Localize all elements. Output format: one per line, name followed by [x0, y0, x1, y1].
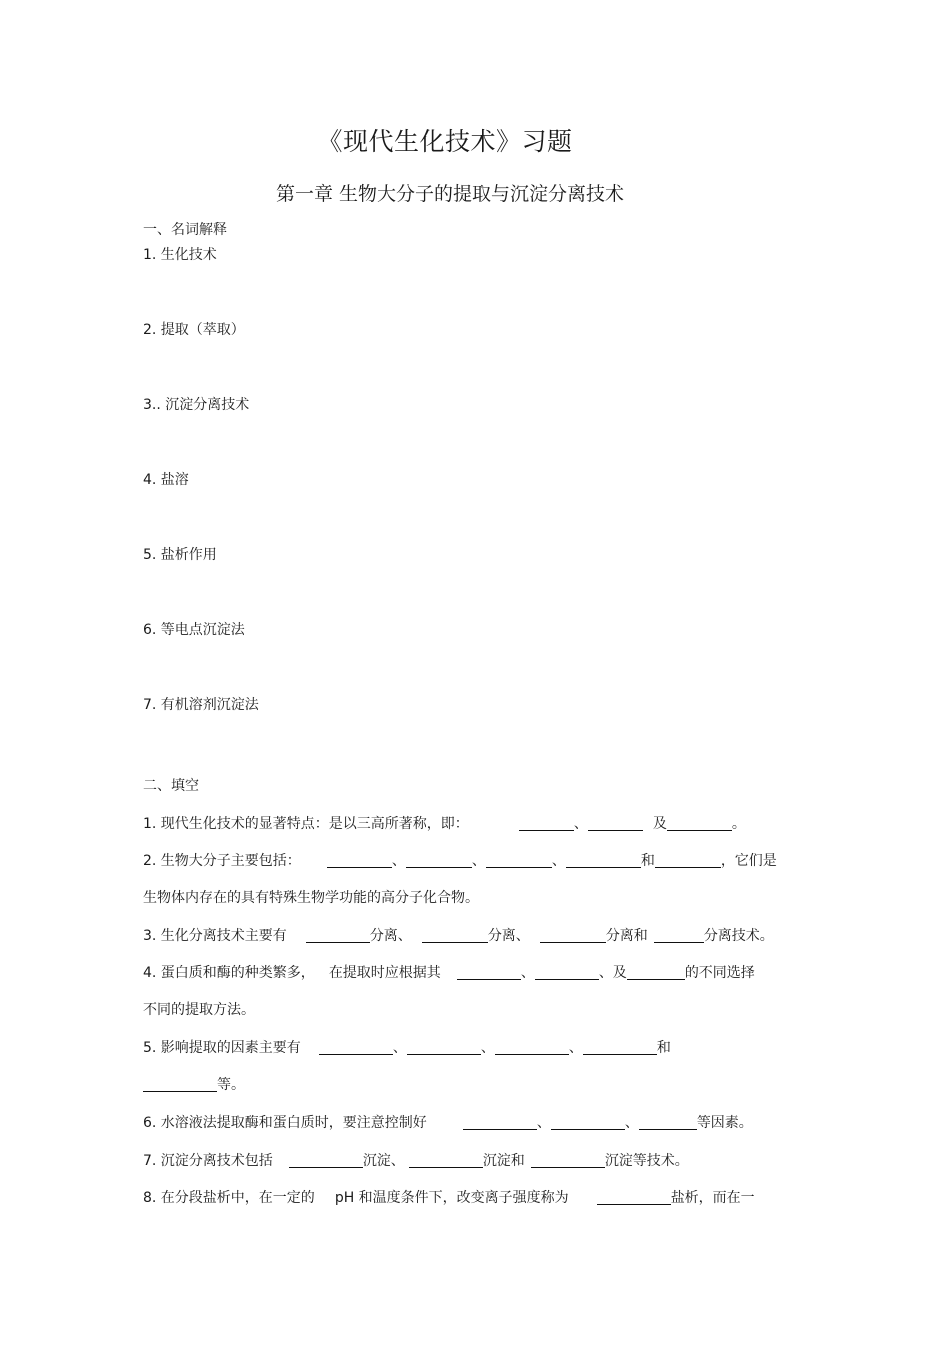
- page-title: 《现代生化技术》习题: [317, 127, 573, 156]
- answer-blank[interactable]: [407, 1040, 481, 1055]
- question-text: 8. 在分段盐析中，在一定的: [143, 1190, 315, 1206]
- question-text: pH 和温度条件下，改变离子强度称为: [334, 1190, 569, 1206]
- question-2: [143, 850, 777, 870]
- question-text: 盐析，而在一: [670, 1190, 755, 1206]
- question-text: 2. 生物大分子主要包括：: [143, 853, 301, 869]
- question-4: [143, 962, 755, 982]
- question-text: ，它们是: [720, 853, 777, 869]
- answer-blank[interactable]: [457, 965, 521, 980]
- answer-blank[interactable]: [319, 1040, 393, 1055]
- answer-blank[interactable]: [143, 1077, 217, 1092]
- question-text: 分离、: [487, 928, 530, 944]
- answer-blank[interactable]: [583, 1040, 657, 1055]
- separator: 、: [480, 1040, 495, 1056]
- answer-blank[interactable]: [627, 965, 685, 980]
- separator: 、: [624, 1115, 639, 1131]
- separator: 、: [471, 853, 486, 869]
- answer-blank[interactable]: [495, 1040, 569, 1055]
- question-text: 在提取时应根据其: [328, 965, 441, 981]
- answer-blank[interactable]: [306, 928, 370, 943]
- question-7: [143, 1150, 689, 1170]
- separator: 、: [568, 1040, 583, 1056]
- question-text: 1. 现代生化技术的显著特点：是以三高所著称，即：: [143, 816, 469, 832]
- term-item: 4. 盐溶: [143, 472, 189, 488]
- question-text: 等因素。: [696, 1115, 753, 1131]
- answer-blank[interactable]: [540, 928, 606, 943]
- question-text: 分离和: [605, 928, 648, 944]
- answer-blank[interactable]: [422, 928, 488, 943]
- answer-blank[interactable]: [535, 965, 599, 980]
- answer-blank[interactable]: [289, 1153, 363, 1168]
- chapter-title: 第一章 生物大分子的提取与沉淀分离技术: [275, 183, 625, 205]
- question-text: 、及: [598, 965, 627, 981]
- answer-blank[interactable]: [588, 816, 643, 831]
- question-text: 分离、: [369, 928, 412, 944]
- question-text: 6. 水溶液法提取酶和蛋白质时，要注意控制好: [143, 1115, 427, 1131]
- term-item: 3.. 沉淀分离技术: [143, 397, 250, 413]
- question-text: 沉淀等技术。: [604, 1153, 689, 1169]
- question-text: 沉淀和: [482, 1153, 525, 1169]
- section-heading-terms: 一、名词解释: [143, 222, 227, 238]
- answer-blank[interactable]: [655, 853, 721, 868]
- question-5: [143, 1037, 671, 1057]
- term-item: 7. 有机溶剂沉淀法: [143, 697, 259, 713]
- question-text: 3. 生化分离技术主要有: [143, 928, 287, 944]
- answer-blank[interactable]: [327, 853, 392, 868]
- answer-blank[interactable]: [639, 1115, 697, 1130]
- question-text: 的不同选择: [684, 965, 755, 981]
- answer-blank[interactable]: [551, 1115, 625, 1130]
- term-item: 2. 提取（萃取）: [143, 322, 245, 338]
- answer-blank[interactable]: [597, 1190, 671, 1205]
- separator: 、: [536, 1115, 551, 1131]
- question-3: [143, 925, 774, 945]
- separator: 、: [391, 853, 406, 869]
- answer-blank[interactable]: [654, 928, 704, 943]
- question-4-continued: 不同的提取方法。: [143, 1002, 255, 1018]
- question-2-continued: 生物体内存在的具有特殊生物学功能的高分子化合物。: [143, 890, 479, 906]
- question-text: 沉淀、: [362, 1153, 405, 1169]
- question-text: 等。: [217, 1077, 245, 1093]
- answer-blank[interactable]: [406, 853, 472, 868]
- answer-blank[interactable]: [486, 853, 552, 868]
- answer-blank[interactable]: [566, 853, 641, 868]
- question-1: [143, 813, 746, 833]
- question-6: [143, 1112, 753, 1132]
- separator: 、: [573, 816, 588, 832]
- term-item: 6. 等电点沉淀法: [143, 622, 245, 638]
- question-5-continued: [143, 1074, 245, 1094]
- answer-blank[interactable]: [409, 1153, 483, 1168]
- question-text: 和: [640, 853, 655, 869]
- term-item: 5. 盐析作用: [143, 547, 217, 563]
- answer-blank[interactable]: [463, 1115, 537, 1130]
- answer-blank[interactable]: [519, 816, 574, 831]
- question-text: 7. 沉淀分离技术包括: [143, 1153, 273, 1169]
- section-heading-fill: 二、填空: [143, 778, 199, 794]
- answer-blank[interactable]: [667, 816, 732, 831]
- separator: 。: [731, 816, 746, 832]
- question-text: 分离技术。: [703, 928, 774, 944]
- question-text: 及: [652, 816, 667, 832]
- separator: 、: [392, 1040, 407, 1056]
- answer-blank[interactable]: [531, 1153, 605, 1168]
- question-8: [143, 1187, 755, 1207]
- separator: 、: [520, 965, 535, 981]
- question-text: 4. 蛋白质和酶的种类繁多，: [143, 965, 315, 981]
- question-text: 5. 影响提取的因素主要有: [143, 1040, 301, 1056]
- term-item: 1. 生化技术: [143, 247, 217, 263]
- separator: 、: [551, 853, 566, 869]
- question-text: 和: [656, 1040, 671, 1056]
